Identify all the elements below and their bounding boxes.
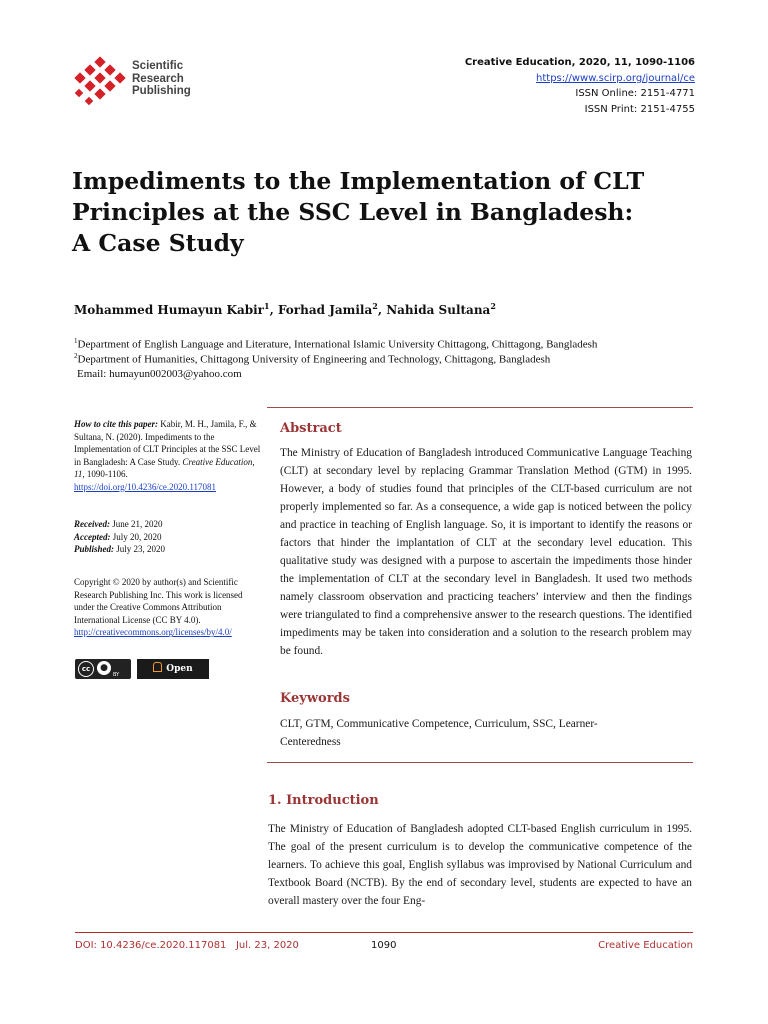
- journal-citation: Creative Education, 2020, 11, 1090-1106: [464, 57, 695, 68]
- published-date: Published: July 23, 2020: [74, 544, 166, 555]
- received-date: Received: June 21, 2020: [74, 519, 163, 529]
- keywords-text: CLT, GTM, Communicative Competence, Curriculum, SSC, Learner-Centeredness: [280, 718, 598, 748]
- accepted-date: Accepted: July 20, 2020: [74, 531, 162, 542]
- abstract-text: The Ministry of Education of Bangladesh introduced Communicative Language Teaching (CLT) at secondary level by replacing Grammar Translation Method (GTM) in 1995. However, a body of studies found that principles of the CLT-based curriculum are not properly implemented so far. As a consequence, a wide gap is noticed between the policy and practice in teaching of English language. So, it is important to identify the reasons or factors that hinder the implantation of CLT at the secondary level education. This qualitative study was designed with a purpose to ascertain the impediments those hinder the implementation of CLT at the secondary level in Bangladesh. It used two methods namely classroom observation and practicing teachers’ interview and then the findings were triangulated to find a comprehensive answer to the research questions. The identified impediments may be taken into consideration and a solution to the research problem may be found.: [280, 447, 692, 657]
- affiliation: $^1$Department of English Language and Literature, International Islamic University Chittagong, Chittagong, Bangladesh: [74, 337, 598, 351]
- journal-info: [465, 55, 695, 117]
- publisher-logo: [74, 56, 204, 108]
- cc-icon: cc: [78, 661, 94, 677]
- author-name: Mohammed Humayun Kabir: [74, 303, 264, 317]
- issn-print: ISSN Print: 2151-4755: [584, 103, 695, 115]
- open-access-badge: Open Access: [137, 659, 209, 679]
- footer-doi-date: DOI: 10.4236/ce.2020.117081 Jul. 23, 2020: [75, 940, 299, 951]
- author-list: Mohammed Humayun Kabir$^1$, Forhad Jamila$^2$, Nahida Sultana$^2$: [74, 301, 496, 317]
- copyright-notice: Copyright © 2020 by author(s) and Scientific Research Publishing Inc. This work is licensed under the Creative Commons Attribution International License (CC BY 4.0). http://creativecommons.org/licenses/by/4.0/: [74, 577, 243, 638]
- affiliation: $^2$Department of Humanities, Chittagong University of Engineering and Technology, Chittagong, Bangladesh: [74, 352, 551, 366]
- doi-link[interactable]: https://doi.org/10.4236/ce.2020.117081: [74, 481, 216, 492]
- introduction-heading: 1. Introduction: [268, 793, 379, 808]
- paper-title: Impediments to the Implementation of CLT Principles at the SSC Level in Bangladesh: A Case Study: [72, 167, 645, 257]
- contact-email: Email: humayun002003@yahoo.com: [77, 368, 242, 380]
- issn-online: ISSN Online: 2151-4771: [575, 88, 695, 99]
- divider: [267, 762, 693, 763]
- footer-divider: [75, 932, 693, 933]
- cc-by-badge[interactable]: cc ● BY: [75, 659, 131, 679]
- footer-journal: Creative Education: [598, 940, 693, 951]
- divider: [267, 407, 693, 408]
- author-name: Nahida Sultana: [386, 303, 491, 317]
- publication-dates: [74, 518, 262, 556]
- keywords-heading: Keywords: [280, 691, 350, 706]
- page-footer: [75, 940, 693, 951]
- publisher-name: Scientific Research Publishing: [132, 60, 191, 97]
- license-link[interactable]: http://creativecommons.org/licenses/by/4.0/: [74, 627, 232, 638]
- diamond-cluster-logo-icon: [74, 56, 130, 108]
- introduction-text: The Ministry of Education of Bangladesh adopted CLT-based English curriculum in 1995. The goal of the present curriculum is to develop the communicative competence of the learners. To achieve this goal, English syllabus was improvised by National Curriculum and Textbook Board (NCTB). By the end of secondary level, students are expected to have an overall mastery over the four Eng-: [268, 823, 692, 907]
- person-icon: ●: [97, 661, 111, 675]
- page-number: 1090: [371, 940, 397, 951]
- abstract-heading: Abstract: [280, 421, 342, 436]
- how-to-cite: How to cite this paper: Kabir, M. H., Jamila, F., & Sultana, N. (2020). Impediments to the Implementation of CLT Principles at the SSC Level in Bangladesh: A Case Study. Creative Education, 11, 1090-1106. https://doi.org/10.4236/ce.2020.117081: [74, 419, 261, 492]
- open-lock-icon: [153, 662, 162, 672]
- author-name: Forhad Jamila: [277, 303, 373, 317]
- journal-url-link[interactable]: https://www.scirp.org/journal/ce: [536, 72, 695, 84]
